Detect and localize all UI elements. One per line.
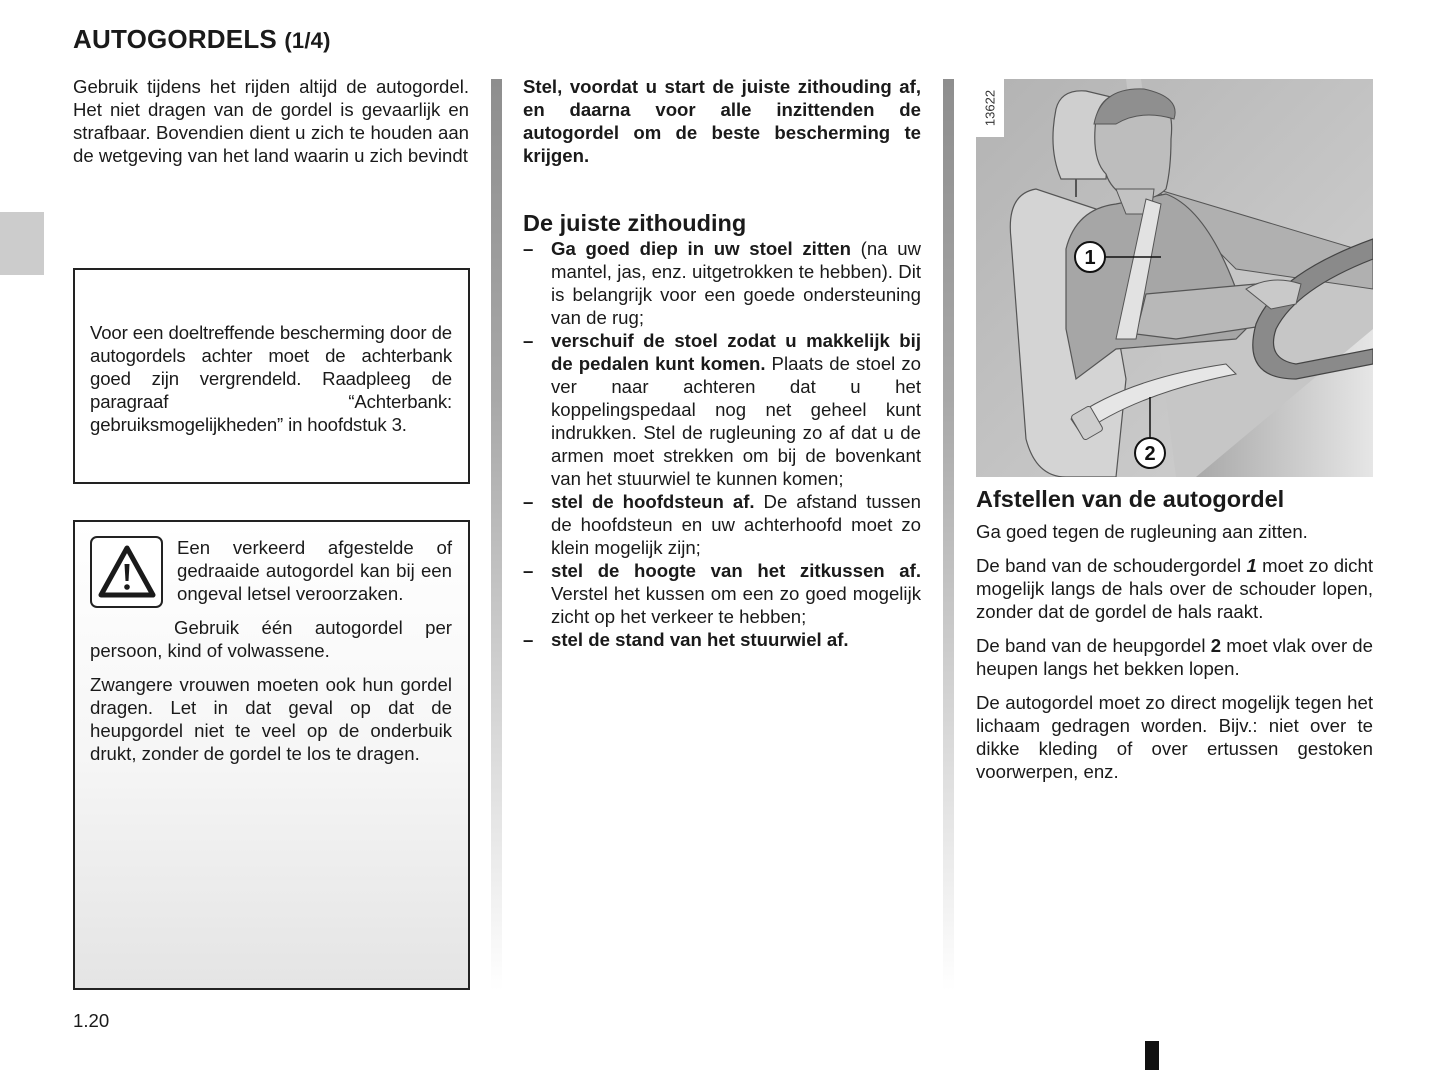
list-item-text: Plaats de stoel zo ver naar achteren dat u het koppelingspedaal nog net geheel kunt indrukken. Stel de rugleuning zo af dat u de armen moet strekken om bij de bovenkant van het stuurwiel te kunnen komen;	[551, 353, 921, 489]
text-span: moet vlak over de heupen langs het bekken lopen.	[976, 635, 1373, 679]
dash-bullet: –	[523, 629, 534, 650]
warning-box	[73, 520, 470, 990]
list-item-bold: stel de stand van het stuurwiel af.	[551, 629, 849, 650]
list-item-bold: stel de hoofdsteun af.	[551, 491, 755, 512]
column-divider-left	[491, 79, 502, 991]
list-item	[523, 329, 921, 490]
lead-paragraph: Stel, voordat u start de juiste zithouding af, en daarna voor alle inzittenden de autogordel om de beste bescherming te krijgen.	[523, 76, 921, 166]
right-paragraph-4: De autogordel moet zo direct mogelijk tegen het lichaam gedragen worden. Bijv.: niet over te dikke kleding of over ertussen gestoken voorwerpen, enz.	[976, 692, 1373, 782]
dash-bullet: –	[523, 491, 534, 512]
list-item-bold: verschuif de stoel zodat u makkelijk bij de pedalen kunt komen.	[551, 330, 921, 374]
list-item-text: (na uw mantel, jas, enz. uitgetrokken te hebben). Dit is belangrijk voor een goede ondersteuning van de rug;	[551, 238, 921, 328]
info-box-text: Voor een doeltreffende bescherming door de autogordels achter moet de achterbank goed zijn vergrendeld. Raadpleeg de paragraaf “Achterbank: gebruiksmogelijkheden” in hoofdstuk 3.	[90, 322, 452, 435]
warning-paragraph-2: Gebruik één autogordel per persoon, kind of volwassene.	[90, 617, 452, 661]
lap-belt-ref: 2	[1210, 635, 1222, 656]
callout-1-label: 1	[1084, 247, 1096, 269]
dash-bullet: –	[523, 330, 534, 351]
column-divider-right	[943, 79, 954, 991]
right-column	[976, 484, 1373, 794]
figure-id-number: 13622	[982, 89, 998, 127]
warning-triangle-icon	[90, 536, 163, 608]
right-paragraph-3	[976, 634, 1373, 680]
list-item-text: Verstel het kussen om een zo goed mogelijk zicht op het verkeer te hebben;	[551, 583, 921, 627]
chapter-tab-marker	[0, 212, 44, 275]
text-span: De band van de heupgordel	[976, 635, 1211, 656]
dash-bullet: –	[523, 560, 534, 581]
list-item	[523, 628, 921, 651]
text-span: moet zo dicht mogelijk langs de hals over de schouder lopen, zonder dat de gordel de hals raakt.	[976, 555, 1373, 622]
list-item	[523, 559, 921, 628]
list-item-bold: Ga goed diep in uw stoel zitten	[551, 238, 851, 259]
section-heading-seating: De juiste zithouding	[523, 210, 747, 236]
list-item	[523, 490, 921, 559]
driver-seatbelt-drawing	[976, 79, 1373, 477]
seating-list	[523, 237, 921, 651]
warning-paragraph-1: Een verkeerd afgestelde of gedraaide autogordel kan bij een ongeval letsel veroorzaken.	[177, 537, 452, 604]
dash-bullet: –	[523, 238, 534, 259]
shoulder-belt-ref: 1	[1246, 555, 1257, 576]
intro-paragraph: Gebruik tijdens het rijden altijd de autogordel. Het niet dragen van de gordel is gevaarlijk en strafbaar. Bovendien dient u zich te houden aan de wetgeving van het land waarin u zich bevindt	[73, 76, 469, 166]
seatbelt-illustration	[976, 79, 1373, 477]
page-number: 1.20	[73, 1010, 110, 1031]
list-item-bold: stel de hoogte van het zitkussen af.	[551, 560, 921, 581]
page-title	[73, 24, 331, 55]
callout-2-label: 2	[1144, 443, 1156, 465]
warning-paragraph-3: Zwangere vrouwen moeten ook hun gordel dragen. Let in dat geval op dat de heupgordel niet te veel op de onderbuik drukt, zonder de gordel te los te dragen.	[90, 674, 452, 764]
figure-id-label	[976, 79, 1004, 137]
section-heading-adjust-belt: Afstellen van de autogordel	[976, 486, 1285, 512]
page-title-part: (1/4)	[284, 28, 331, 53]
right-paragraph-2	[976, 554, 1373, 623]
right-paragraph-1: Ga goed tegen de rugleuning aan zitten.	[976, 521, 1308, 542]
page-title-text: AUTOGORDELS	[73, 24, 277, 54]
page-end-marker	[1145, 1041, 1159, 1070]
middle-column	[523, 75, 921, 651]
info-box	[73, 268, 470, 484]
list-item	[523, 237, 921, 329]
text-span: De band van de schoudergordel	[976, 555, 1247, 576]
list-item-text: De afstand tussen de hoofdsteun en uw achterhoofd moet zo klein mogelijk zijn;	[551, 491, 921, 558]
